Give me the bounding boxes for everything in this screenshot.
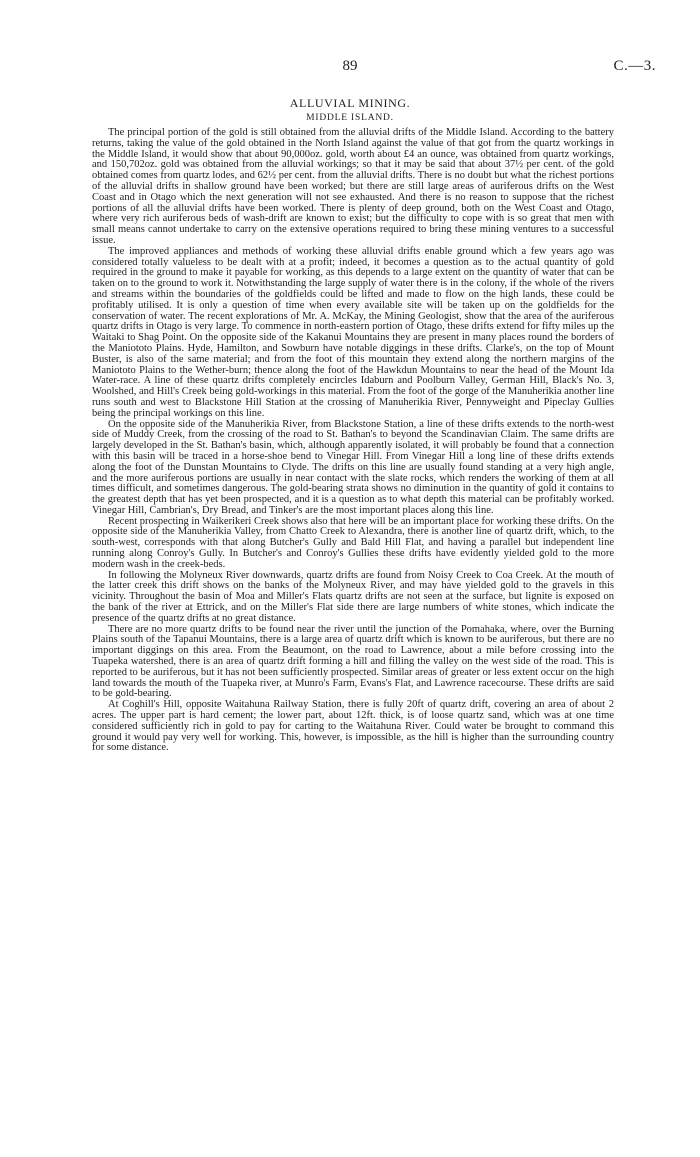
paragraph: In following the Molyneux River downwards, quartz drifts are found from Noisy Creek to Coa Creek. At the mouth of the latter creek this drift shows on the banks of the Molyneux River, and may have yielded gold to the gravels in this vicinity. Throughout the basin of Moa and Miller's Flats quartz drifts are not seen at the surface, but lignite is exposed on the bank of the river at Ettrick, and on the Miller's Flat side there are large numbers of white stones, which indicate the presence of the quartz drifts at no great distance. [92,569,614,624]
paragraph: Recent prospecting in Waikerikeri Creek shows also that here will be an important place for working these drifts. On the opposite side of the Manuherikia Valley, from Chatto Creek to Alexandra, there is another line of quartz drift, which, to the south-west, corresponds with that along Butcher's Gully and Bald Hill Flat, and having a parallel but independent line running along Conroy's Gully. In Butcher's and Conroy's Gullies these drifts have evidently yielded gold to the more modern wash in the creek-beds. [92,515,614,570]
section-subtitle: MIDDLE ISLAND. [306,113,394,123]
page-number: 89 [342,58,358,74]
document-code: C.—3. [613,58,656,74]
paragraph: On the opposite side of the Manuherikia River, from Blackstone Station, a line of these drifts extends to the north-west side of Muddy Creek, from the crossing of the road to St. Bathan's to beyond the Scandinavian Claim. The same drifts are largely developed in the St. Bathan's basin, which, although apparently isolated, it will probably be found that a connection with this basin will be traced in a horse-shoe bend to Vinegar Hill. From Vinegar Hill a long line of these drifts extends along the foot of the Dunstan Mountains to Clyde. The drifts on this line are usually found standing at a very high angle, and the more auriferous portions are usually in near contact with the slate rocks, which renders the working of them at all times difficult, and sometimes dangerous. The gold-bearing strata shows no diminution in the quantity of gold it contains to the greatest depth that has yet been prospected, and it is a question as to what depth this material can be profitably worked. Vinegar Hill, Cambrian's, Dry Bread, and Tinker's are the most important places along this line. [92,418,614,516]
section-title: ALLUVIAL MINING. [289,96,411,110]
paragraph: The improved appliances and methods of working these alluvial drifts enable ground which a few years ago was considered totally valueless to be dealt with at a profit; indeed, it becomes a question as to the actual quantity of gold required in the ground to make it payable for working, as this depends to a large extent on the quantity of water that can be taken on to the ground to work it. Notwithstanding the large supply of water there is in the colony, if the whole of the rivers and streams within the boundaries of the goldfields could be lifted and made to flow on the high lands, these could be profitably utilised. It is only a question of time when every available site will be taken up on the goldfields for the conservation of water. The recent explorations of Mr. A. McKay, the Mining Geologist, show that the area of the auriferous quartz drifts in Otago is very large. To commence in north-eastern portion of Otago, these drifts extend for fifty miles up the Waitaki to Shag Point. On the opposite side of the Kakanui Mountains they are present in many places round the borders of the Maniototo Plains. Hyde, Hamilton, and Sowburn have notable diggings in these drifts. Clarke's, on the top of Mount Buster, is also of the same material; and from the foot of this mountain they extend along the northern margins of the Maniototo Plains to the Wether-burn; thence along the foot of the Hawkdun Mountains to near the head of the Mount Ida Water-race. A line of these quartz drifts completely encircles Idaburn and Poolburn Valley, German Hill, Black's No. 3, Woolshed, and Hill's Creek being gold-workings in this material. From the foot of the gorge of the Manuherikia another line runs south and west to Blackstone Hill Station at the crossing of Manuherikia River, Pennyweight and Pipeclay Gullies being the principal workings on this line. [92,245,614,419]
paragraph: The principal portion of the gold is still obtained from the alluvial drifts of the Middle Island. According to the battery returns, taking the value of the gold obtained in the North Island against the value of that got from the quartz workings in the Middle Island, it would show that about 90,000oz. gold, worth about £4 an ounce, was obtained from quartz workings, and 150,702oz. gold was obtained from the alluvial workings; so that it may be said that about 37½ per cent. of the gold obtained comes from quartz lodes, and 62½ per cent. from the alluvial drifts. There is no doubt but what the richest portions of the alluvial drifts in shallow ground have been worked; but there are still large areas of auriferous drifts on the West Coast and in Otago which the next generation will not see exhausted. And there is no reason to suppose that the richest portions of all the alluvial drifts have been worked. There is plenty of deep ground, both on the West Coast and Otago, where very rich auriferous beds of wash-drift are known to exist; but the difficulty to cope with is so great that men with small means cannot undertake to carry on the extensive operations required to bring these mining ventures to a successful issue. [92,127,614,246]
paragraph: At Coghill's Hill, opposite Waitahuna Railway Station, there is fully 20ft of quartz drift, covering an area of about 2 acres. The upper part is hard cement; the lower part, about 12ft. thick, is of loose quartz sand, which was at one time considered sufficiently rich in gold to pay for carting to the Waitahuna River. Could water be brought to command this ground it would pay very well for working. This, however, is impossible, as the hill is higher than the surrounding country for some distance. [92,699,614,754]
article-body [92,128,614,754]
paragraph: There are no more quartz drifts to be found near the river until the junction of the Pomahaka, where, over the Burning Plains south of the Tapanui Mountains, there is a large area of quartz drift which is known to be auriferous, but there are no important diggings on this area. From the Beaumont, on the road to Lawrence, about a mile before crossing into the Tuapeka watershed, there is an area of quartz drift forming a hill and filling the valley on the west side of the road. This is reported to be auriferous, but it has not been sufficiently prospected. Similar areas of greater or less extent occur on the high land towards the mouth of the Tuapeka river, at Munro's Farm, Evans's Flat, and Lawrence racecourse. These drifts are said to be gold-bearing. [92,623,614,700]
